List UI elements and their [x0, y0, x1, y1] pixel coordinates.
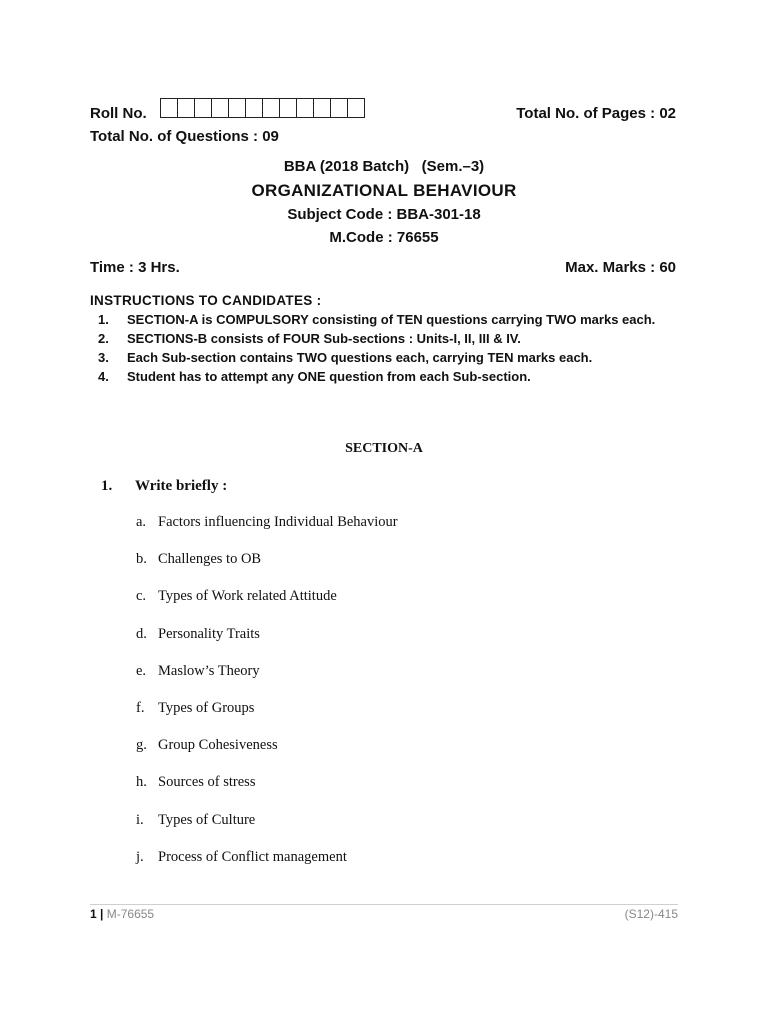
sub-question-item: h. Sources of stress [136, 774, 256, 791]
sub-question-item: c. Types of Work related Attitude [136, 588, 337, 605]
instructions-list [90, 313, 678, 389]
roll-number-boxes[interactable] [160, 98, 365, 118]
footer-divider [90, 904, 678, 905]
total-pages: Total No. of Pages : 02 [516, 105, 676, 122]
instruction-item: 1. SECTION-A is COMPULSORY consisting of TEN questions carrying TWO marks each. [98, 312, 656, 327]
sub-question-item: j. Process of Conflict management [136, 848, 347, 865]
sub-question-item: g. Group Cohesiveness [136, 737, 278, 754]
sub-question-item: b. Challenges to OB [136, 551, 262, 568]
sub-question-item: f. Types of Groups [136, 699, 255, 716]
footer-code: M-76655 [106, 907, 155, 921]
total-questions: Total No. of Questions : 09 [90, 128, 279, 145]
instruction-item: 4. Student has to attempt any ONE question from each Sub-section. [98, 369, 531, 384]
instruction-item: 3. Each Sub-section contains TWO questions each, carrying TEN marks each. [98, 350, 593, 365]
exam-time: Time : 3 Hrs. [90, 259, 180, 276]
instructions-heading: INSTRUCTIONS TO CANDIDATES : [90, 293, 322, 308]
question-text: Write briefly : [135, 478, 228, 494]
section-a-title: SECTION-A [345, 441, 423, 456]
sub-question-item: d. Personality Traits [136, 625, 260, 642]
footer-page-number: 1 [90, 907, 97, 921]
sub-question-item: e. Maslow’s Theory [136, 662, 260, 679]
max-marks: Max. Marks : 60 [565, 259, 676, 276]
footer-separator: | [100, 907, 104, 921]
sub-question-list [136, 514, 398, 886]
roll-number-label: Roll No. [90, 105, 147, 122]
footer-reference: (S12)-415 [624, 907, 678, 921]
course-batch: BBA (2018 Batch) (Sem.–3) [283, 158, 485, 175]
footer-page-info [90, 907, 154, 921]
sub-question-item: i. Types of Culture [136, 811, 256, 828]
sub-question-item: a. Factors influencing Individual Behaviour [136, 514, 398, 530]
subject-code: Subject Code : BBA-301-18 [287, 206, 481, 223]
subject-title: ORGANIZATIONAL BEHAVIOUR [251, 181, 517, 200]
question-number: 1. [101, 478, 113, 494]
instruction-item: 2. SECTIONS-B consists of FOUR Sub-sections : Units-I, II, III & IV. [98, 331, 521, 346]
m-code: M.Code : 76655 [329, 229, 439, 246]
